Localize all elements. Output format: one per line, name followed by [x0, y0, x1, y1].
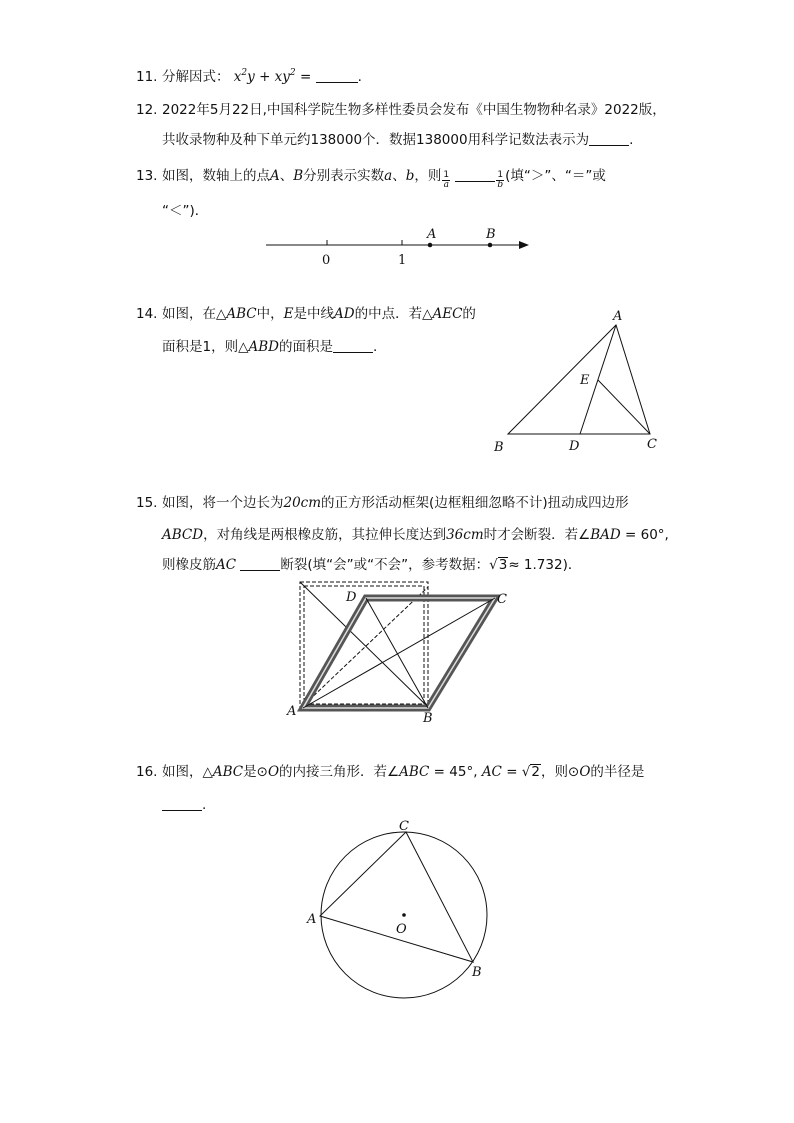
question-text: 断裂(填“会”或“不会”，参考数据：: [280, 557, 490, 573]
question-text: ，则: [414, 168, 442, 184]
question-text: 的正方形活动框架(边框粗细忽略不计)扭动成四边形: [321, 495, 629, 511]
question-text: 分别表示实数: [303, 168, 385, 184]
length-20cm: 20cm: [283, 495, 322, 511]
circle-label: O: [267, 764, 280, 780]
question-text: 时才会断裂．若∠: [483, 527, 591, 543]
label-one: 1: [398, 253, 407, 268]
question-text: 、: [279, 168, 294, 184]
label-c: C: [497, 592, 507, 607]
question-text: 的中点．若: [354, 306, 423, 322]
inscribed-triangle: [320, 832, 473, 962]
question-number: 13.: [136, 168, 158, 184]
question-text: 面积是1，则: [162, 339, 239, 355]
question-number: 15.: [136, 495, 158, 511]
question-text: 、: [392, 168, 406, 184]
triangle-abc: ABC: [212, 764, 244, 780]
question-text: 如图，△: [162, 764, 213, 780]
label-o: O: [396, 922, 407, 937]
question-number: 16.: [136, 764, 158, 780]
question-text: 则橡皮筋: [162, 557, 216, 573]
question-text: (填“＞”、“＝”或: [505, 168, 606, 184]
sqrt-2: 2: [531, 764, 541, 780]
angle-abc: ABC: [399, 764, 430, 780]
period: .: [357, 69, 362, 85]
question-text: 是中线: [293, 306, 334, 322]
fraction-1-over-b: $\frac{1}{b}$: [497, 170, 504, 190]
period: .: [372, 339, 378, 355]
fraction-1-over-a: $\frac{1}{a}$: [443, 170, 450, 190]
question-text: 分解因式：: [162, 69, 230, 85]
circle-label: O: [579, 764, 591, 780]
question-number: 12.: [136, 102, 158, 118]
question-text: = 60°,: [620, 527, 669, 543]
question-text: 共收录物种及种下单元约138000个．数据138000用科学记数法表示为: [162, 132, 590, 148]
label-b: B: [472, 965, 482, 980]
question-text: 如图，将一个边长为: [162, 495, 284, 511]
question-15-line-3: 则橡皮筋AC 断裂(填“会”或“不会”，参考数据：√3≈ 1.732)．: [162, 557, 582, 573]
triangle-abd: ABD: [248, 339, 279, 355]
question-text: 的面积是: [278, 339, 333, 355]
angle-bad: BAD: [590, 527, 621, 543]
sqrt-3: 3: [498, 557, 508, 573]
question-number: 14.: [136, 306, 158, 322]
question-text: 的内接三角形．若∠: [279, 764, 400, 780]
label-d: D: [346, 590, 357, 605]
label-a: A: [427, 227, 437, 242]
point-label: B: [293, 168, 304, 184]
segment-ad: AD: [334, 306, 355, 322]
center-dot: [402, 913, 406, 917]
label-a: A: [287, 704, 297, 719]
equals-sign: =: [299, 69, 312, 85]
triangle-aec: AEC: [432, 306, 463, 322]
label-b: B: [494, 440, 504, 455]
variable-a: a: [384, 168, 393, 184]
triangle-abc: ABC: [226, 306, 257, 322]
label-b: B: [423, 711, 433, 726]
label-e: E: [580, 373, 590, 388]
segment-ac: AC: [481, 764, 502, 780]
label-a: A: [613, 309, 623, 324]
question-text: 2022年5月22日,中国科学院生物多样性委员会发布《中国生物物种名录》2022版，: [162, 102, 666, 118]
label-c: C: [399, 819, 409, 834]
question-text: “＜”)．: [162, 203, 209, 219]
label-a: A: [307, 912, 317, 927]
label-d: D: [569, 439, 580, 454]
math-expression: $x^2y + xy^2$: [233, 68, 296, 85]
question-text: = 45°,: [429, 764, 478, 780]
question-text: ，则⊙: [541, 764, 580, 780]
label-b: B: [486, 227, 496, 242]
question-16-line-1: 16. 如图，△ABC是⊙O的内接三角形．若∠ABC = 45°, AC = √2，则⊙O的半径是: [136, 764, 645, 780]
point-label: A: [270, 168, 280, 184]
question-text: =: [501, 764, 518, 780]
variable-b: b: [405, 168, 415, 184]
question-text: 如图，在: [162, 306, 216, 322]
label-zero: 0: [322, 253, 331, 268]
question-text: 的: [462, 306, 476, 322]
label-c: C: [647, 437, 657, 452]
point-label: E: [283, 306, 294, 322]
period: .: [202, 797, 207, 813]
question-text: ≈ 1.732)．: [508, 557, 582, 573]
length-36cm: 36cm: [446, 527, 484, 543]
question-text: 如图，数轴上的点: [162, 168, 270, 184]
question-number: 11.: [136, 69, 158, 85]
question-14-line-2: 面积是1，则△ABD的面积是 .: [162, 339, 378, 355]
quadrilateral-abcd: ABCD: [162, 527, 204, 543]
period: .: [629, 132, 634, 148]
question-text: 的半径是: [590, 764, 645, 780]
question-text: ，对角线是两根橡皮筋，其拉伸长度达到: [203, 527, 447, 543]
question-14-line-1: 14. 如图，在△ABC中，E是中线AD的中点．若△AEC的: [136, 306, 476, 322]
segment-ac: AC: [216, 557, 241, 573]
question-text: 中，: [256, 306, 284, 322]
question-text: 是⊙: [243, 764, 268, 780]
